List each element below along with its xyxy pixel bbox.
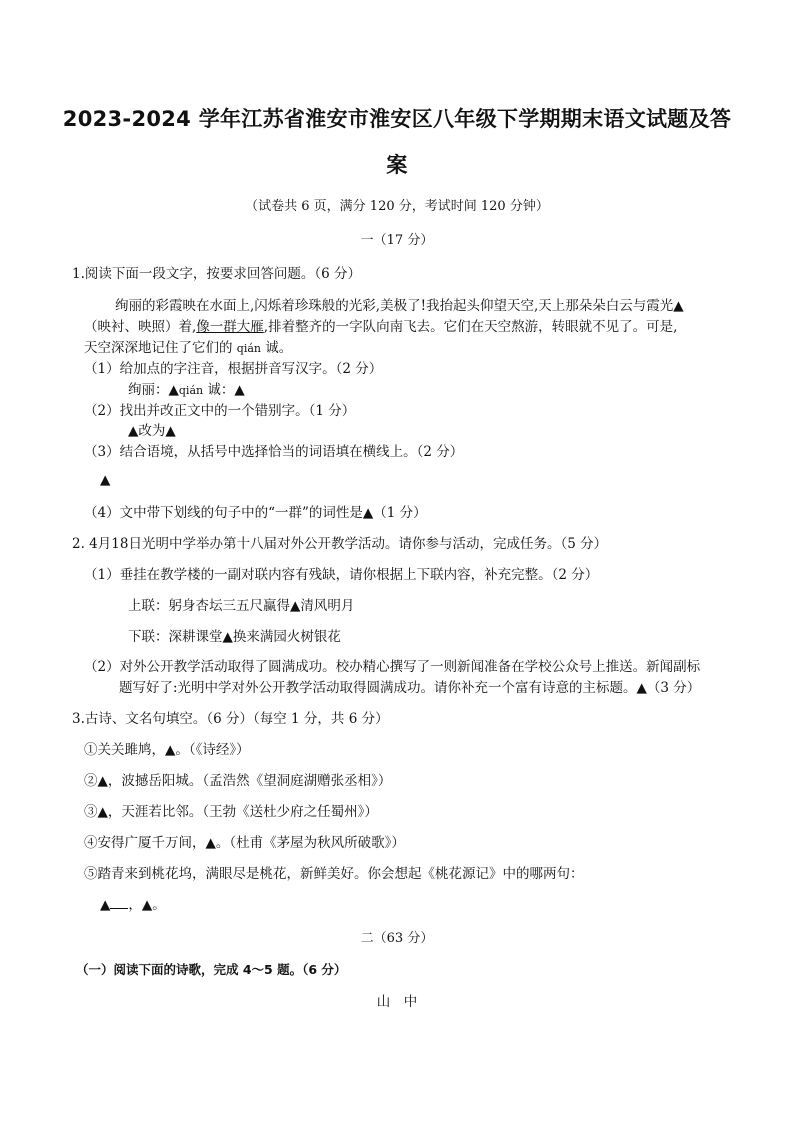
q3-item5-blank-a: ▲ bbox=[100, 897, 111, 913]
q3-item5: ⑤踏青来到桃花坞，满眼尽是桃花，新鲜美好。你会想起《桃花源记》中的哪两句： bbox=[84, 866, 584, 882]
q3-item5-answer bbox=[100, 893, 166, 913]
q2-stem: 2. 4月18日光明中学举办第十八届对外公开教学活动。请你参与活动，完成任务。（5 分） bbox=[72, 536, 608, 552]
q1-sub1-answer bbox=[128, 378, 245, 398]
q1-passage-options: （映衬、映照）着, bbox=[84, 319, 197, 335]
page-title-line2: 案 bbox=[386, 153, 408, 177]
q1-sub2: （2）找出并改正文中的一个错别字。（1 分） bbox=[84, 403, 356, 419]
q2-upper-couplet: 上联：躬身杏坛三五尺赢得▲清风明月 bbox=[128, 598, 355, 614]
part2-heading: 二（63 分） bbox=[360, 931, 434, 946]
answer-blank-line bbox=[110, 896, 128, 909]
q1-sub1-answer-a: 绚丽：▲ bbox=[128, 382, 179, 398]
q1-pinyin: qián bbox=[236, 342, 261, 355]
q3-item2: ②▲，波撼岳阳城。（孟浩然《望洞庭湖赠张丞相》） bbox=[84, 773, 392, 789]
q1-passage-line3 bbox=[84, 336, 292, 356]
q1-passage-cont: ,排着整齐的一字队向南飞去。它们在天空熬游，转眼就不见了。可是, bbox=[263, 319, 678, 335]
q3-item5-blank-b: ，▲。 bbox=[128, 897, 166, 913]
q1-passage-line2 bbox=[84, 315, 677, 335]
q3-item1: ①关关雎鸠，▲。（《诗经》） bbox=[84, 742, 250, 758]
q1-passage-line3-text: 天空深深地记住了它们的 bbox=[84, 340, 233, 356]
q1-sub2-answer: ▲改为▲ bbox=[128, 423, 176, 439]
q2-sub2-line1: （2）对外公开教学活动取得了圆满成功。校办精心撰写了一则新闻准备在学校公众号上推送。新闻副标 bbox=[84, 659, 701, 675]
q2-lower-couplet: 下联：深耕课堂▲换来满园火树银花 bbox=[128, 629, 341, 645]
q1-sub1-answer-b: 诚：▲ bbox=[207, 382, 245, 398]
q3-item3: ③▲，天涯若比邻。（王勃《送杜少府之任蜀州》） bbox=[84, 804, 378, 820]
q2-sub1: （1）垂挂在教学楼的一副对联内容有残缺，请你根据上下联内容，补充完整。（2 分） bbox=[84, 567, 599, 583]
q1-sub4: （4）文中带下划线的句子中的“一群”的词性是▲（1 分） bbox=[84, 505, 427, 521]
q1-sub3-answer: ▲ bbox=[100, 472, 111, 488]
q1-passage-line3-end: 诚。 bbox=[265, 340, 293, 356]
page-title-line1: 2023-2024 学年江苏省淮安市淮安区八年级下学期期末语文试题及答 bbox=[62, 107, 732, 131]
exam-info: （试卷共 6 页，满分 120 分，考试时间 120 分钟） bbox=[245, 199, 549, 214]
q1-sub3: （3）结合语境，从括号中选择恰当的词语填在横线上。（2 分） bbox=[84, 444, 464, 460]
q3-item4: ④安得广厦千万间，▲。（杜甫《茅屋为秋风所破歌》） bbox=[84, 835, 405, 851]
poem-title: 山 中 bbox=[376, 994, 418, 1010]
q1-sub1-pinyin: qián bbox=[178, 384, 204, 397]
section1-heading: （一）阅读下面的诗歌，完成 4～5 题。（6 分） bbox=[76, 962, 347, 977]
q1-passage-line1: 绚丽的彩霞映在水面上,闪烁着珍珠般的光彩,美极了!我抬起头仰望天空,天上那朵朵白云与霞光▲ bbox=[115, 298, 684, 314]
q1-underlined-sentence: 像一群大雁 bbox=[196, 319, 264, 335]
q1-stem: 1.阅读下面一段文字，按要求回答问题。（6 分） bbox=[72, 266, 362, 282]
q1-sub1: （1）给加点的字注音，根据拼音写汉字。（2 分） bbox=[84, 361, 383, 377]
q3-stem: 3.古诗、文名句填空。（6 分）（每空 1 分，共 6 分） bbox=[72, 711, 389, 727]
q2-sub2-line2: 题写好了:光明中学对外公开教学活动取得圆满成功。请你补充一个富有诗意的主标题。▲（3 分） bbox=[119, 680, 701, 696]
part1-heading: 一（17 分） bbox=[360, 233, 434, 248]
